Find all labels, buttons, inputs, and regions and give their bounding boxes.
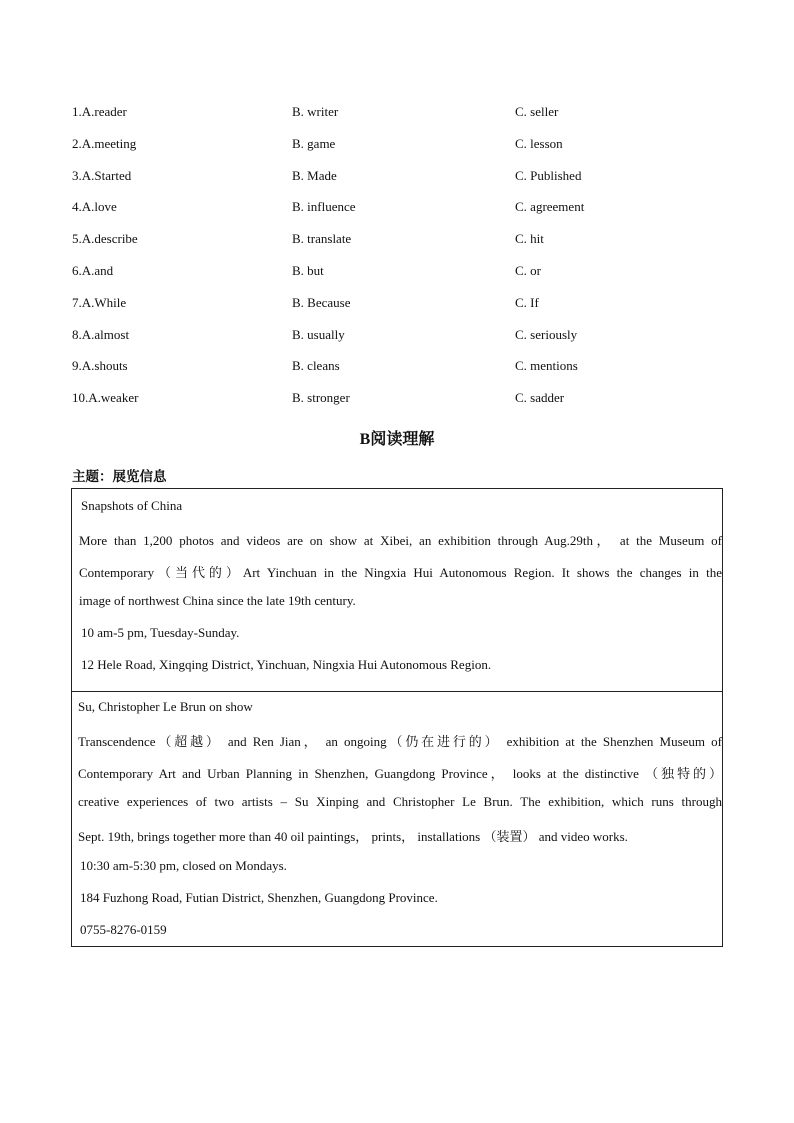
option-b: B. influence <box>292 199 356 215</box>
option-c: C. agreement <box>515 199 585 215</box>
option-c: C. seller <box>515 104 559 119</box>
option-a: 5.A.describe <box>72 231 138 247</box>
exhibit-text-line: Contemporary Art and Urban Planning in Shenzhen, Guangdong Province， looks at the distinctive （独特的） <box>78 766 722 781</box>
option-a: 6.A.and <box>72 263 114 278</box>
option-a: 9.A.shouts <box>72 358 128 374</box>
exhibit-hours: 10:30 am-5:30 pm, closed on Mondays. <box>80 858 287 873</box>
option-b: B. stronger <box>292 390 350 406</box>
exhibit-text-line: Contemporary（当代的）Art Yinchuan in the Ningxia Hui Autonomous Region. It shows the changes in the <box>79 565 722 580</box>
exhibit-box-1 <box>71 488 723 692</box>
option-b: B. cleans <box>292 358 340 374</box>
option-b: B. usually <box>292 326 345 342</box>
section-heading: B阅读理解 <box>359 431 435 448</box>
option-a: 3.A.Started <box>72 167 132 183</box>
option-a: 8.A.almost <box>72 326 130 342</box>
exhibit-address: 184 Fuzhong Road, Futian District, Shenzhen, Guangdong Province. <box>80 890 438 905</box>
option-c: C. hit <box>515 231 544 247</box>
option-b: B. but <box>292 263 324 278</box>
exhibit-hours: 10 am-5 pm, Tuesday-Sunday. <box>81 625 240 640</box>
option-b: B. game <box>292 135 336 151</box>
option-b: B. writer <box>292 104 339 119</box>
exhibit-title: Snapshots of China <box>81 498 183 513</box>
topic-label: 主题：展览信息 <box>72 469 167 484</box>
option-a: 1.A.reader <box>72 104 127 119</box>
exhibit-text-line: Transcendence（超越） and Ren Jian， an ongoing（仍在进行的） exhibition at the Shenzhen Museum of <box>78 734 722 749</box>
exhibit-text-line: image of northwest China since the late 19th century. <box>79 593 356 608</box>
option-c: C. If <box>515 294 539 310</box>
option-b: B. Because <box>292 294 351 310</box>
exhibit-address: 12 Hele Road, Xingqing District, Yinchuan, Ningxia Hui Autonomous Region. <box>81 657 492 672</box>
option-c: C. Published <box>515 167 582 183</box>
option-c: C. mentions <box>515 358 578 374</box>
exhibit-text-line: creative experiences of two artists – Su Xinping and Christopher Le Brun. The exhibition, which runs through <box>78 794 722 809</box>
option-c: C. lesson <box>515 135 563 151</box>
exhibit-phone: 0755-8276-0159 <box>80 922 167 937</box>
exhibit-box-2 <box>71 690 723 947</box>
option-a: 10.A.weaker <box>72 390 139 406</box>
option-c: C. seriously <box>515 326 578 342</box>
option-a: 7.A.While <box>72 294 127 310</box>
option-b: B. Made <box>292 167 337 183</box>
option-a: 2.A.meeting <box>72 135 137 151</box>
exhibit-text-line: Sept. 19th, brings together more than 40 oil paintings， prints， installations （装置） and video works. <box>78 829 628 844</box>
option-b: B. translate <box>292 231 352 247</box>
option-c: C. or <box>515 263 541 278</box>
option-a: 4.A.love <box>72 199 117 215</box>
option-c: C. sadder <box>515 390 565 406</box>
exhibit-title: Su, Christopher Le Brun on show <box>78 699 253 714</box>
exhibit-text-line: More than 1,200 photos and videos are on show at Xibei, an exhibition through Aug.29th， at the Museum of <box>79 533 722 548</box>
